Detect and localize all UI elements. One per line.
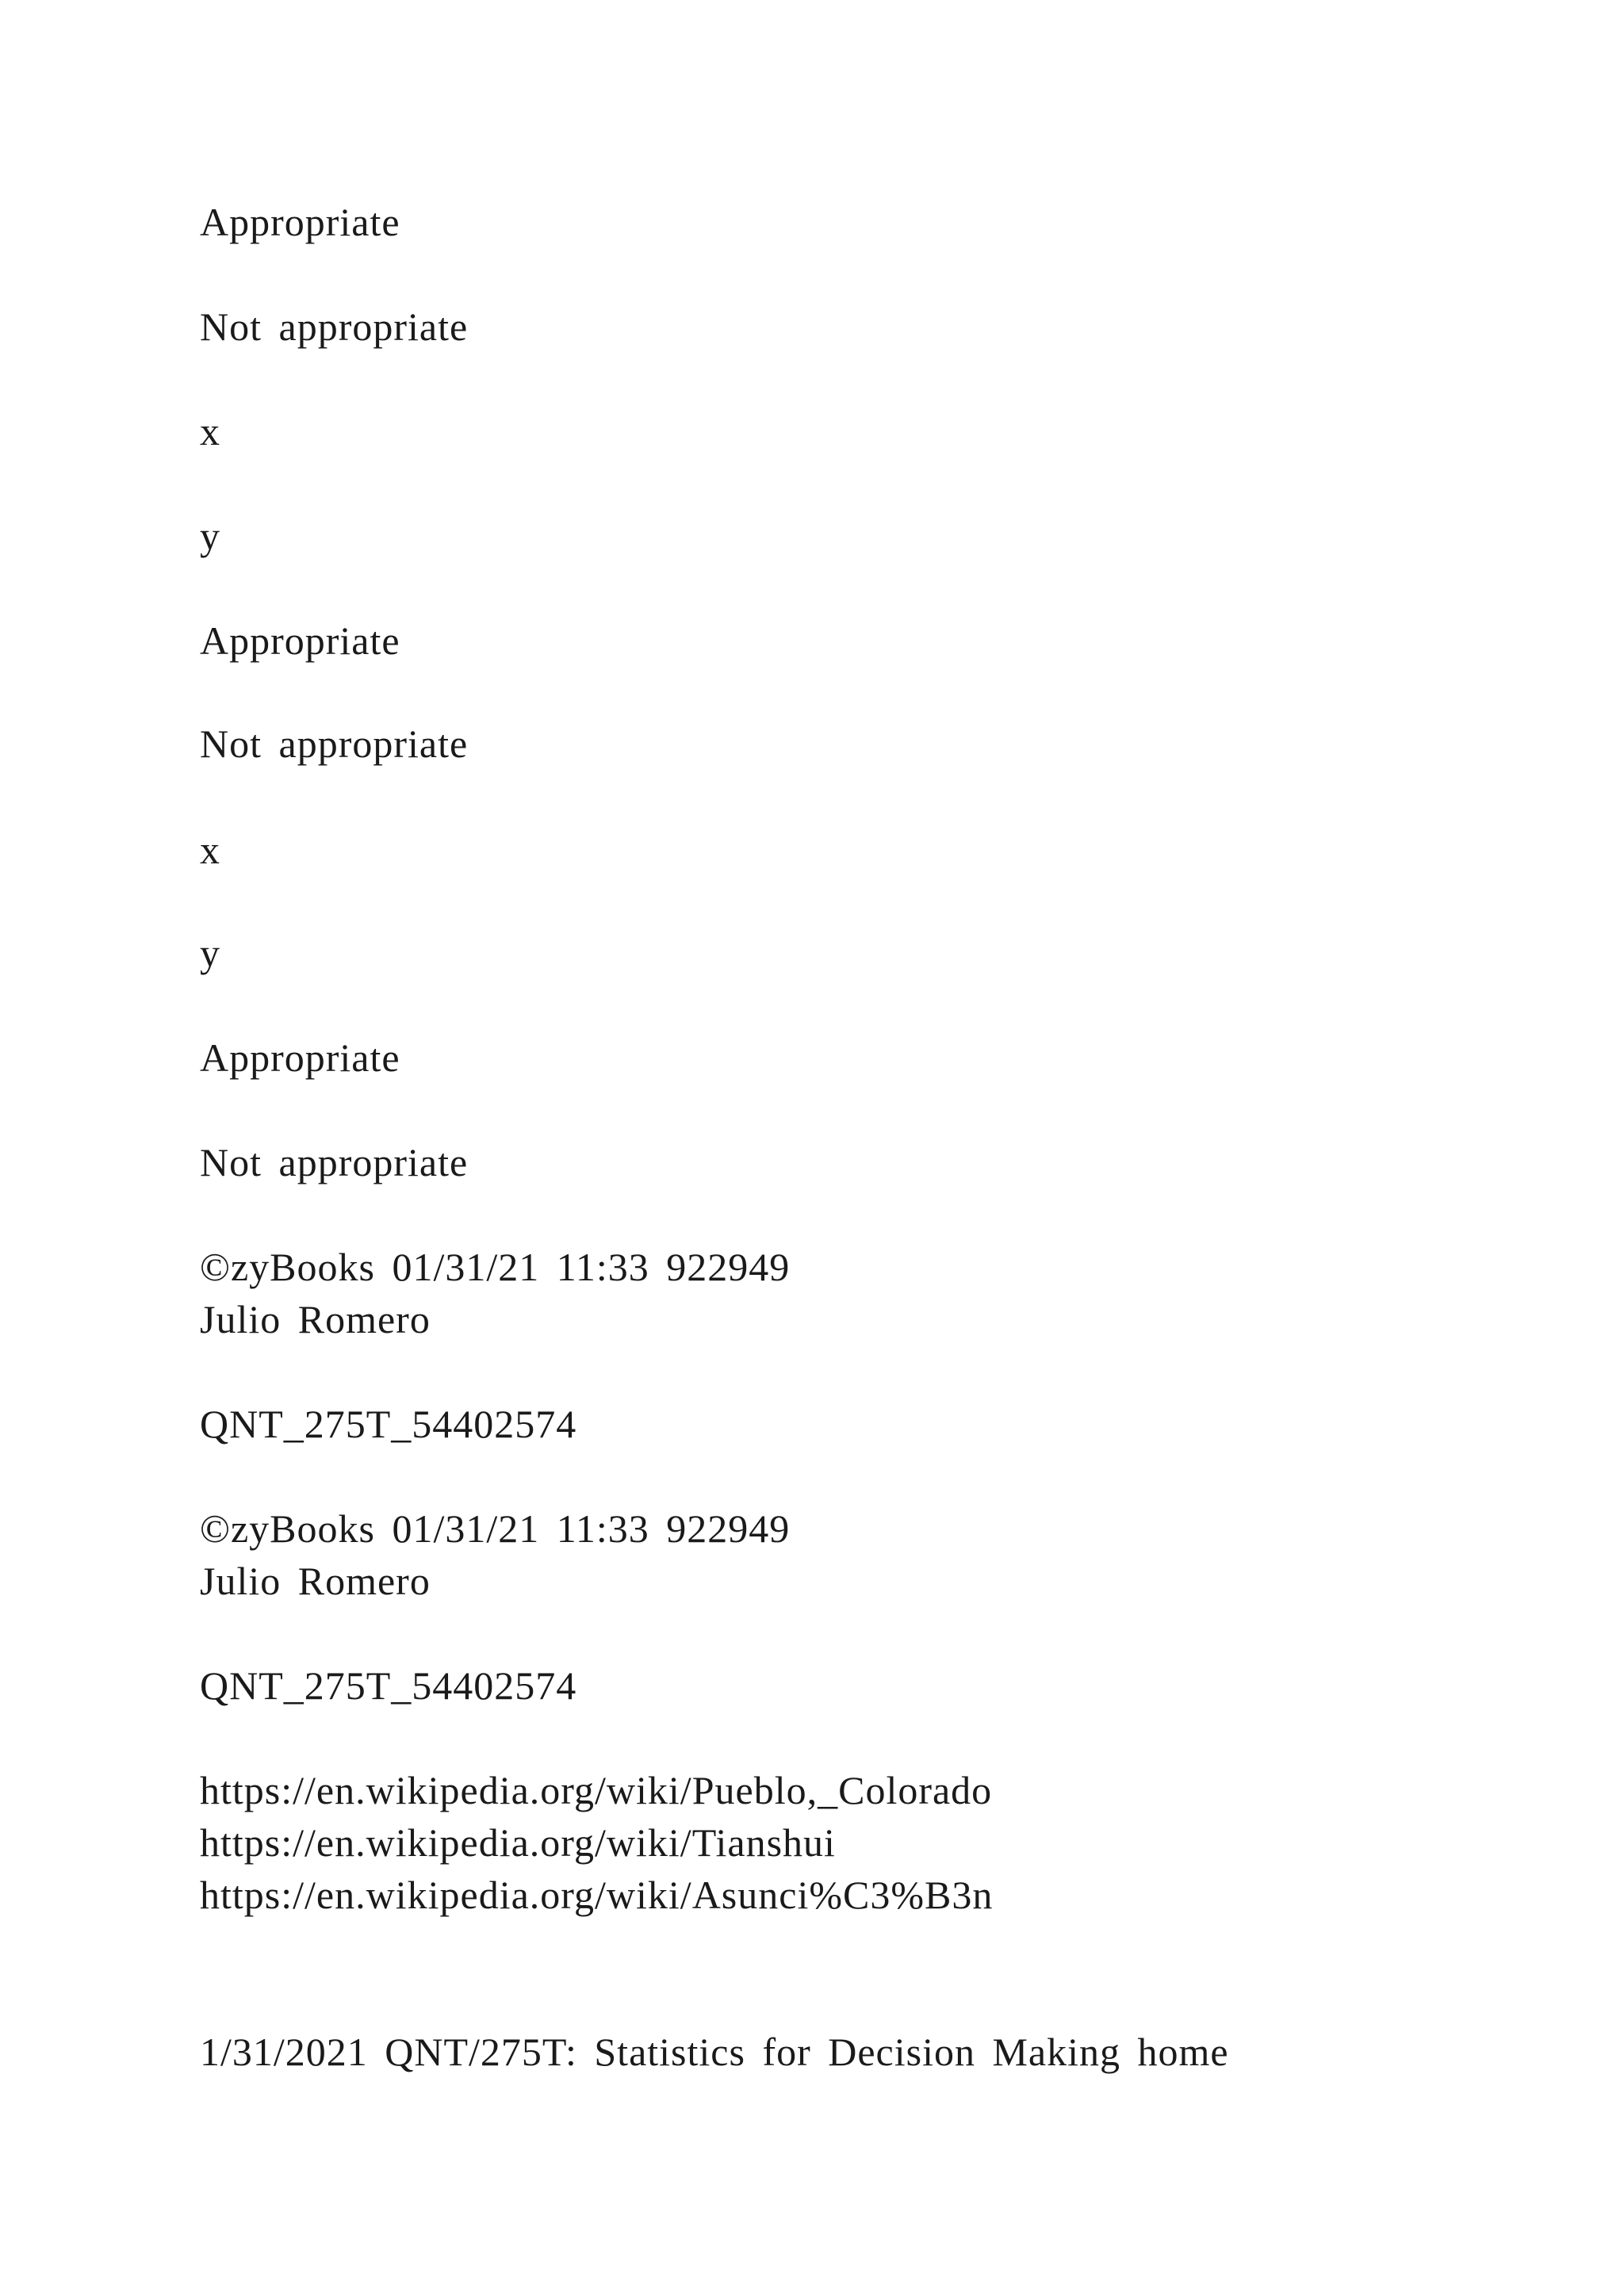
url-tianshui: https://en.wikipedia.org/wiki/Tianshui [200, 1820, 836, 1865]
watermark-name-1: Julio Romero [200, 1297, 431, 1341]
watermark-course-id-1: QNT_275T_54402574 [200, 1402, 577, 1446]
variable-y-2: y [200, 931, 220, 975]
variable-x-1: x [200, 409, 220, 453]
watermark-name-2: Julio Romero [200, 1559, 431, 1603]
url-pueblo: https://en.wikipedia.org/wiki/Pueblo,_Colorado [200, 1768, 993, 1812]
variable-y-1: y [200, 514, 220, 558]
option-appropriate-1: Appropriate [200, 200, 400, 244]
option-appropriate-2: Appropriate [200, 618, 400, 663]
watermark-copyright-1: ©zyBooks 01/31/21 11:33 922949 [200, 1245, 791, 1289]
option-not-appropriate-2: Not appropriate [200, 721, 469, 766]
watermark-copyright-2: ©zyBooks 01/31/21 11:33 922949 [200, 1506, 791, 1551]
variable-x-2: x [200, 828, 220, 872]
option-not-appropriate-1: Not appropriate [200, 304, 469, 349]
option-appropriate-3: Appropriate [200, 1035, 400, 1080]
page-footer-header: 1/31/2021 QNT/275T: Statistics for Decision Making home [200, 2030, 1229, 2074]
url-asuncion: https://en.wikipedia.org/wiki/Asunci%C3%B3n [200, 1873, 994, 1917]
watermark-course-id-2: QNT_275T_54402574 [200, 1663, 577, 1708]
option-not-appropriate-3: Not appropriate [200, 1140, 469, 1184]
